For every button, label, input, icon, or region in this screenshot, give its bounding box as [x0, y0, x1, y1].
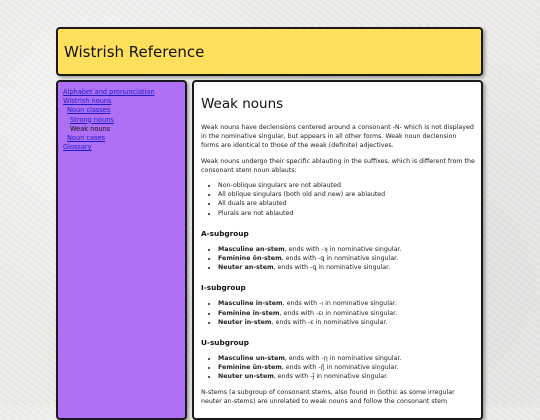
- sidebar-item-noun-classes[interactable]: Noun classes: [67, 106, 111, 115]
- stem-name: Neuter un-stem: [218, 373, 274, 381]
- stem-ending: , ends with -ꝗ in nominative singular.: [281, 255, 399, 263]
- site-title: Wistrish Reference: [64, 43, 205, 61]
- ablaut-paragraph: Weak nouns undergo their specific ablauting in the suffixes, which is different from the consonant stem noun ablauts:: [201, 157, 475, 174]
- section-heading-i-subgroup: I-subgroup: [201, 283, 246, 293]
- sidebar-item-alphabet[interactable]: Alphabet and pronunciation: [63, 88, 155, 96]
- stem-ending: , ends with -ῃ in nominative singular.: [284, 355, 402, 363]
- stem-ending: , ends with -ꝗ in nominative singular.: [273, 264, 391, 272]
- u-subgroup-list: [201, 354, 475, 382]
- stem-name: Masculine in-stem: [218, 300, 283, 308]
- list-item: [218, 318, 475, 327]
- sidebar-item-strong-nouns[interactable]: Strong nouns: [70, 115, 114, 124]
- list-item: • All oblique singulars (both old and new) are ablauted: [218, 190, 475, 199]
- section-heading-u-subgroup: U-subgroup: [201, 338, 249, 348]
- stem-name: Masculine un-stem: [218, 355, 285, 363]
- stem-name: Feminine ōn-stem: [218, 255, 282, 263]
- stem-name: Feminine ūn-stem: [218, 364, 282, 372]
- stem-name: Neuter an-stem: [218, 264, 274, 272]
- n-stems-paragraph: N-stems (a subgroup of consonant stems, also found in Gothic as some irregular neuter an-stems) are unrelated to weak nouns and follow the consonant stem: [201, 388, 455, 405]
- list-item: [218, 245, 475, 254]
- list-item: • All duals are ablauted: [218, 199, 475, 208]
- list-item: [218, 354, 475, 363]
- list-item: [218, 263, 475, 272]
- stem-ending: , ends with -ı in nominative singular.: [282, 300, 397, 308]
- stem-ending: , ends with -ῃ̂ in nominative singular.: [281, 364, 399, 372]
- sidebar-item-weak-nouns-current: Weak nouns: [70, 124, 111, 133]
- sidebar-item-glossary[interactable]: Glossary: [63, 143, 92, 152]
- sidebar-nav: [56, 80, 187, 420]
- ablaut-rules-list: [201, 181, 475, 218]
- list-item: [218, 299, 475, 308]
- stem-name: Masculine an-stem: [218, 245, 285, 253]
- list-item: [218, 372, 475, 381]
- list-item: [218, 363, 475, 372]
- stem-ending: , ends with -ʞ in nominative singular.: [284, 245, 402, 253]
- stem-ending: , ends with -ɛı in nominative singular.: [279, 309, 398, 317]
- sidebar-item-noun-cases[interactable]: Noun cases: [67, 134, 106, 143]
- list-item: • Plurals are not ablauted: [218, 209, 475, 218]
- a-subgroup-list: [201, 245, 475, 273]
- stem-ending: , ends with -ɉ̂ in nominative singular.: [273, 373, 389, 381]
- list-item: [218, 309, 475, 318]
- list-item: • Non-oblique singulars are not ablauted: [218, 181, 475, 190]
- page-title: Weak nouns: [201, 96, 284, 112]
- site-header: [56, 27, 483, 76]
- stem-ending: , ends with -ɛ in nominative singular.: [271, 318, 388, 326]
- stem-name: Neuter in-stem: [218, 318, 272, 326]
- main-content: [192, 80, 483, 420]
- stem-name: Feminine īn-stem: [218, 309, 280, 317]
- intro-paragraph: Weak nouns have declensions centered around a consonant -N- which is not displayed in the nominative singular, but appears in all other forms. Weak noun declension forms are identical to those of the weak (definite) adjectives.: [201, 124, 474, 150]
- list-item: [218, 254, 475, 263]
- i-subgroup-list: [201, 299, 475, 327]
- section-heading-a-subgroup: A-subgroup: [201, 228, 249, 238]
- sidebar-item-wistrish-nouns[interactable]: Wistrish nouns: [63, 97, 112, 106]
